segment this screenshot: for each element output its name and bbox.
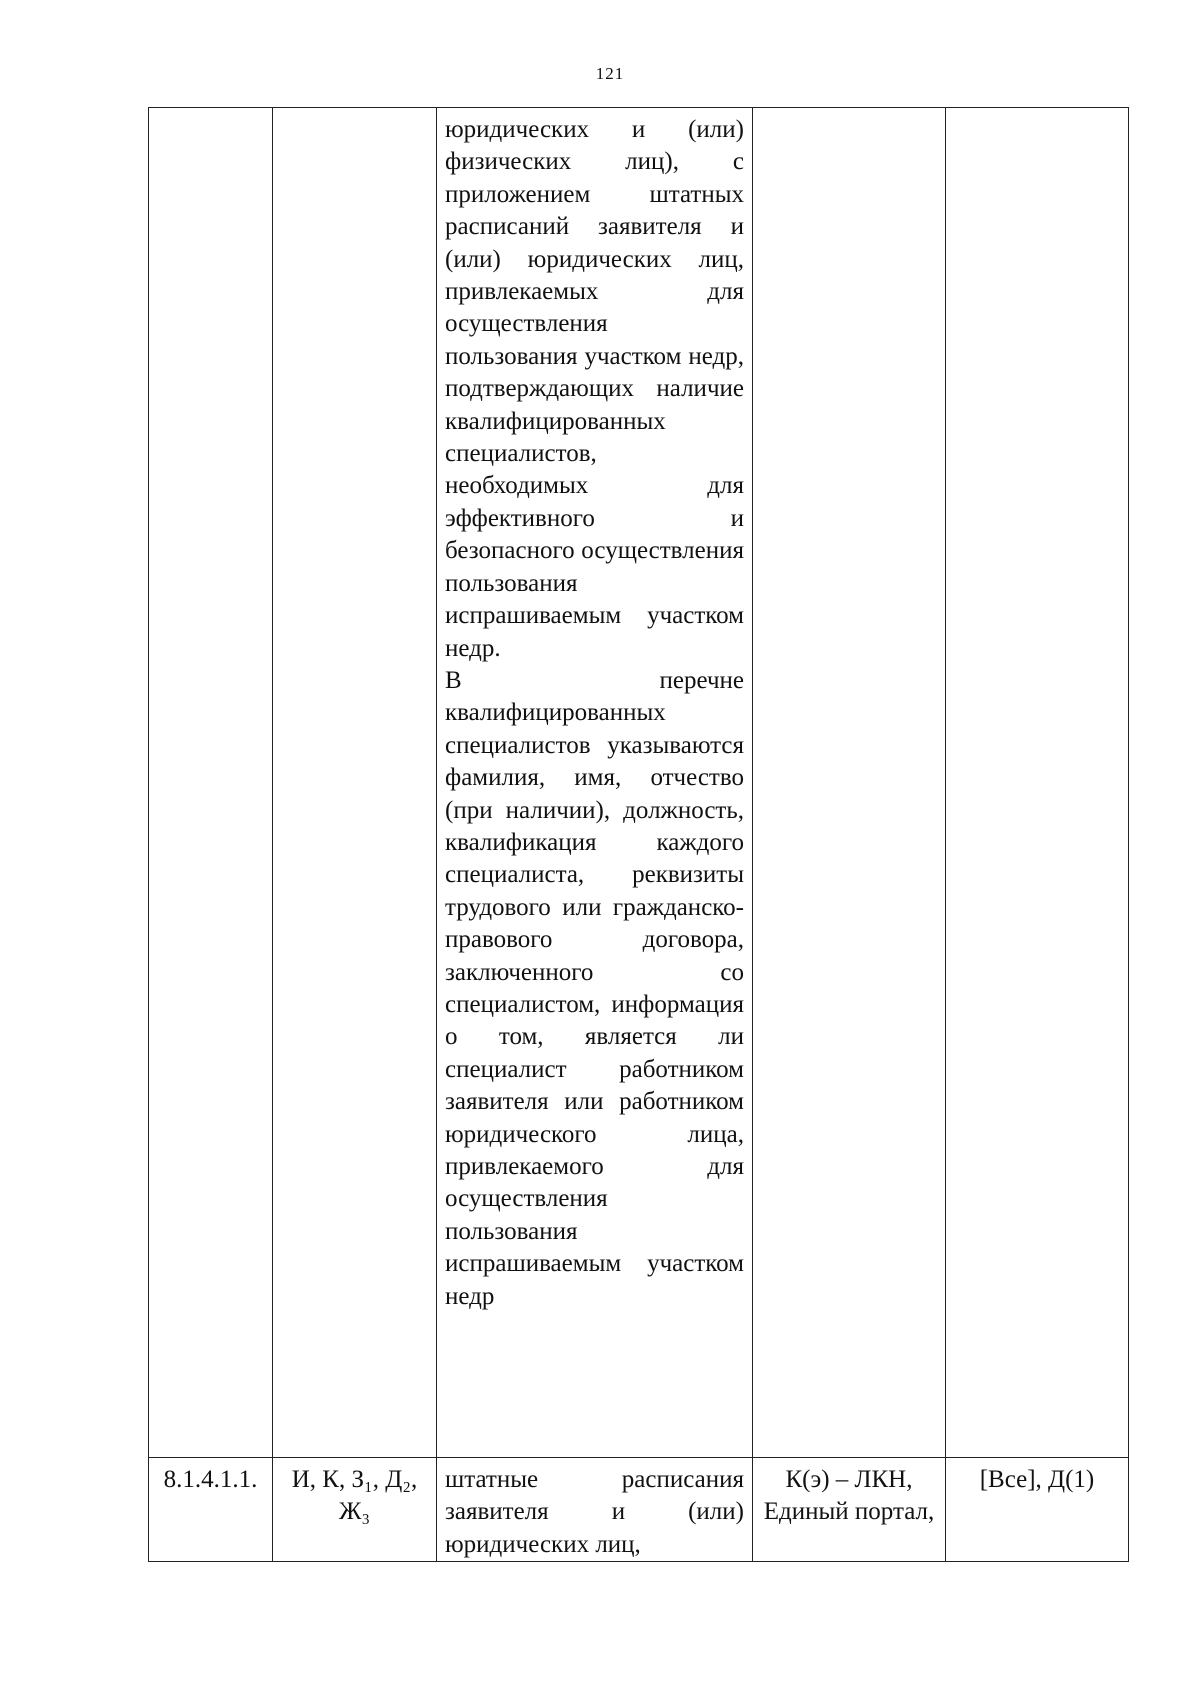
cell-description: штатные расписания заявителя и (или) юридических лиц, [437,1458,753,1562]
table-row [149,1458,1129,1562]
cell-variants-empty [273,108,437,1458]
table-row-continuation [149,108,1129,1458]
description-paragraph-1: юридических и (или) физических лиц), с приложением штатных расписаний заявителя и (или) юридических лиц, привлекаемых для осуществления пользования участком недр, подтверждающих наличие квалифицированных специалистов, необходимых для эффективного и безопасного осуществления пользования испрашиваемым участком недр. [445,116,744,662]
cell-variants: И, К, З₁, Д₂, Ж₃ [273,1458,437,1562]
cell-channel: К(э) – ЛКН, Единый портал, [753,1458,946,1562]
cell-document-description [437,108,753,1458]
description-paragraph-2: В перечне квалифицированных специалистов указываются фамилия, имя, отчество (при наличии), должность, квалификация каждого специалиста, реквизиты трудового или гражданско-правового договора, заключенного со специалистом, информация о том, является ли специалист работником заявителя или работником юридического лица, привлекаемого для осуществления пользования испрашиваемым участком недр [445,666,744,1310]
cell-code: 8.1.4.1.1. [149,1458,273,1562]
requirements-table [148,107,1129,1562]
page-number: 121 [595,64,625,83]
cell-channel-empty [753,108,946,1458]
cell-applicability: [Все], Д(1) [946,1458,1129,1562]
cell-code-empty [149,108,273,1458]
cell-applicability-empty [946,108,1129,1458]
